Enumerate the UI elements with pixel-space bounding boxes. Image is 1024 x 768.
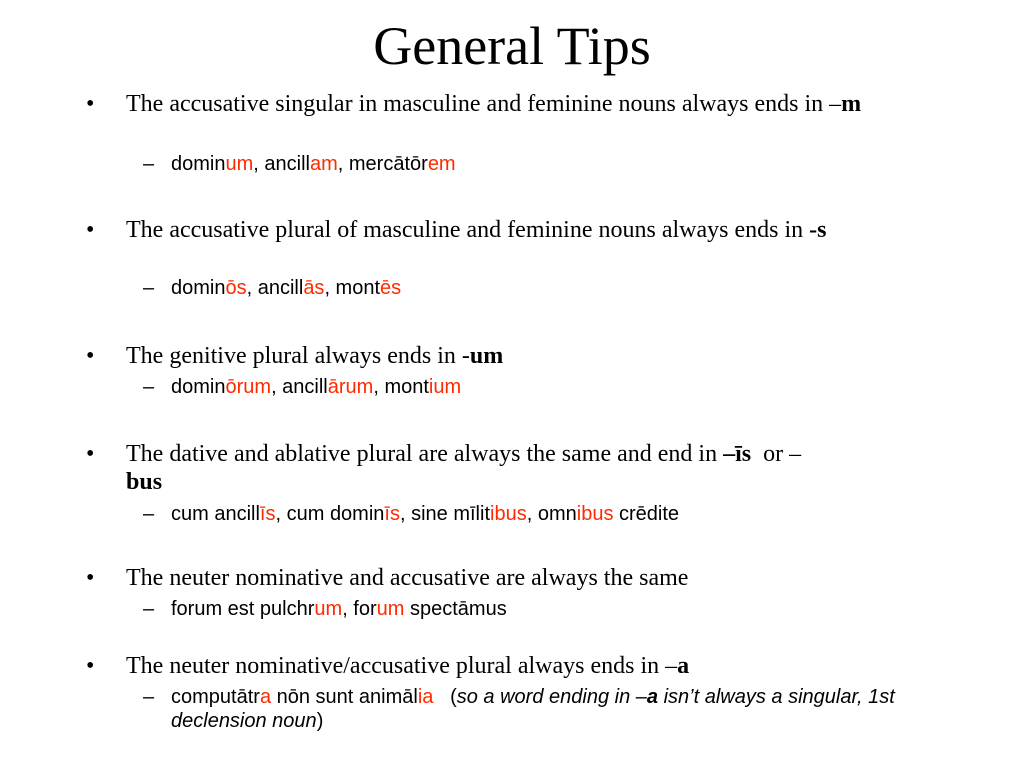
example-genitive-plural bbox=[143, 375, 951, 399]
example-stem: forum est pulchr bbox=[171, 598, 315, 620]
note-text: isn’t always a singular, 1st declension noun bbox=[171, 686, 895, 732]
example-stem: , ancill bbox=[246, 277, 304, 299]
example-stem: , ancill bbox=[253, 153, 310, 175]
example-ending: ium bbox=[428, 376, 462, 398]
example-ending: um bbox=[314, 598, 343, 620]
example-stem: computātr bbox=[171, 686, 260, 708]
example-ending: am bbox=[309, 153, 338, 175]
example-stem: domin bbox=[171, 277, 226, 299]
dash-icon: – bbox=[143, 598, 155, 620]
bullet-item-accusative-singular bbox=[86, 90, 946, 118]
bullet-text: The neuter nominative and accusative are always the same bbox=[126, 565, 689, 591]
example-stem: , cum domin bbox=[275, 503, 385, 525]
bullet-icon: • bbox=[86, 217, 95, 243]
bullet-item-genitive-plural bbox=[86, 342, 946, 370]
bullet-text: The accusative singular in masculine and feminine nouns always ends in – bbox=[126, 91, 842, 117]
bullet-text: or – bbox=[751, 441, 802, 467]
example-ending: ēs bbox=[380, 277, 402, 299]
example-ending: ōrum bbox=[225, 376, 272, 398]
example-ending: em bbox=[427, 153, 456, 175]
bullet-item-accusative-plural bbox=[86, 216, 946, 244]
example-stem: spectāmus bbox=[404, 598, 507, 620]
example-stem: crēdite bbox=[613, 503, 680, 525]
dash-icon: – bbox=[143, 686, 155, 708]
example-neuter-same bbox=[143, 597, 951, 621]
dash-icon: – bbox=[143, 153, 155, 175]
dash-icon: – bbox=[143, 503, 155, 525]
example-accusative-singular bbox=[143, 152, 951, 176]
example-ending: ibus bbox=[576, 503, 614, 525]
example-ending: um bbox=[376, 598, 405, 620]
example-stem: , mont bbox=[373, 376, 429, 398]
example-stem: , omn bbox=[526, 503, 577, 525]
note-paren: ) bbox=[316, 710, 324, 732]
note-text: so a word ending in – bbox=[456, 686, 647, 708]
bullet-ending: um bbox=[469, 343, 504, 369]
example-stem: , mercātōr bbox=[337, 153, 428, 175]
bullet-ending: a bbox=[677, 653, 690, 679]
example-ending: īs bbox=[259, 503, 276, 525]
example-stem: domin bbox=[171, 153, 226, 175]
example-ending: ōs bbox=[225, 277, 247, 299]
bullet-icon: • bbox=[86, 565, 95, 591]
bullet-ending: -s bbox=[809, 217, 827, 243]
example-ending: um bbox=[225, 153, 254, 175]
bullet-item-neuter-plural bbox=[86, 652, 946, 680]
dash-icon: – bbox=[143, 277, 155, 299]
example-stem: , ancill bbox=[271, 376, 328, 398]
bullet-ending: m bbox=[841, 91, 862, 117]
example-stem: , sine mīlit bbox=[399, 503, 491, 525]
example-accusative-plural bbox=[143, 276, 951, 300]
slide-title: General Tips bbox=[373, 16, 651, 76]
example-stem: , mont bbox=[324, 277, 381, 299]
example-ending: ibus bbox=[490, 503, 527, 525]
bullet-icon: • bbox=[86, 653, 95, 679]
bullet-ending: bus bbox=[126, 469, 163, 495]
example-ending: īs bbox=[384, 503, 400, 525]
bullet-text: The neuter nominative/accusative plural always ends in – bbox=[126, 653, 678, 679]
bullet-text: The accusative plural of masculine and feminine nouns always ends in bbox=[126, 217, 810, 243]
note-paren: ( bbox=[433, 686, 457, 708]
example-stem: domin bbox=[171, 376, 226, 398]
note-ending: a bbox=[646, 686, 659, 708]
bullet-icon: • bbox=[86, 343, 95, 369]
example-stem: , for bbox=[342, 598, 377, 620]
example-dative-ablative-plural bbox=[143, 502, 951, 526]
bullet-item-neuter-same bbox=[86, 564, 946, 592]
bullet-text: The genitive plural always ends in - bbox=[126, 343, 470, 369]
bullet-icon: • bbox=[86, 441, 95, 467]
bullet-icon: • bbox=[86, 91, 95, 117]
example-stem: nōn sunt animāl bbox=[271, 686, 418, 708]
example-ending: ās bbox=[303, 277, 325, 299]
example-ending: ia bbox=[417, 686, 434, 708]
example-neuter-plural bbox=[143, 685, 951, 733]
dash-icon: – bbox=[143, 376, 155, 398]
bullet-ending: –īs bbox=[723, 441, 752, 467]
bullet-text: The dative and ablative plural are always the same and end in bbox=[126, 441, 724, 467]
example-ending: a bbox=[259, 686, 272, 708]
bullet-item-dative-ablative-plural bbox=[86, 440, 946, 496]
example-ending: ārum bbox=[327, 376, 374, 398]
example-stem: cum ancill bbox=[171, 503, 260, 525]
